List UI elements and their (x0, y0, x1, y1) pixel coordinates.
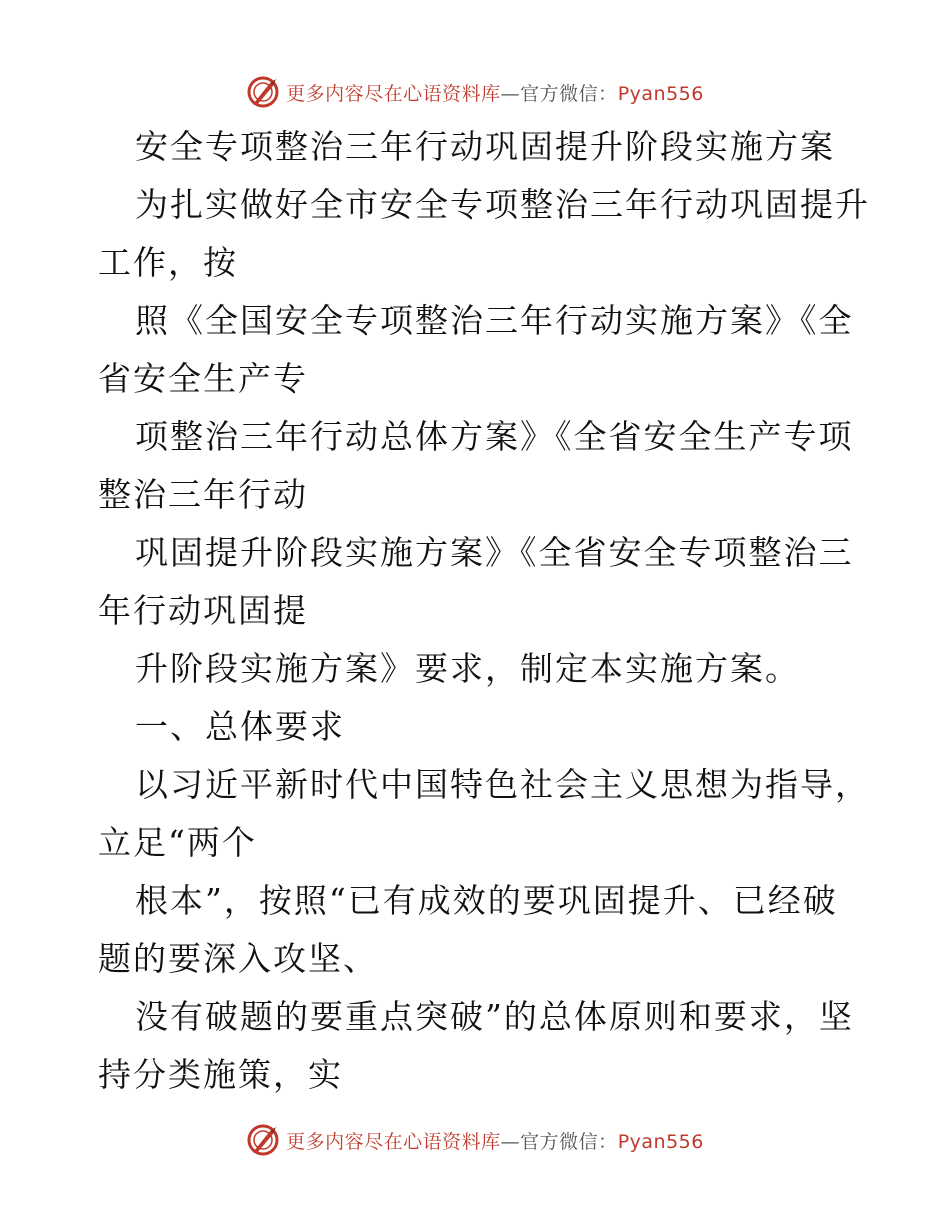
footer-banner-text (286, 1127, 704, 1154)
header-banner (0, 72, 950, 112)
document-line: 整治三年行动 (98, 475, 308, 514)
quill-logo-icon (246, 1123, 280, 1157)
document-line: 为扎实做好全市安全专项整治三年行动巩固提升 (135, 185, 870, 224)
document-line: 年行动巩固提 (98, 591, 308, 630)
document-line: 持分类施策，实 (98, 1055, 343, 1094)
document-lines (98, 176, 870, 1104)
document-line: 根本”，按照“已有成效的要巩固提升、已经破 (135, 881, 838, 920)
document-line: 立足“两个 (98, 823, 257, 862)
footer-banner-dash: — (500, 1130, 521, 1153)
document-title: 安全专项整治三年行动巩固提升阶段实施方案 (135, 127, 835, 166)
header-banner-slogan: 更多内容尽在心语资料库 (286, 82, 501, 105)
header-wechat-label: 官方微信： (520, 82, 618, 105)
document-line: 省安全生产专 (98, 359, 308, 398)
quill-logo-icon (246, 75, 280, 109)
document-body (98, 118, 870, 1104)
header-wechat-id: Pyan556 (617, 82, 704, 105)
document-line: 照《全国安全专项整治三年行动实施方案》《全 (135, 301, 854, 340)
document-line: 项整治三年行动总体方案》《全省安全生产专项 (135, 417, 854, 456)
document-line: 一、总体要求 (135, 707, 345, 746)
header-banner-text (286, 79, 704, 106)
document-line: 巩固提升阶段实施方案》《全省安全专项整治三 (135, 533, 854, 572)
footer-wechat-label: 官方微信： (520, 1130, 618, 1153)
footer-wechat-id: Pyan556 (617, 1130, 704, 1153)
document-line: 题的要深入攻坚、 (98, 939, 378, 978)
footer-banner-slogan: 更多内容尽在心语资料库 (286, 1130, 501, 1153)
header-banner-dash: — (500, 82, 521, 105)
document-line: 没有破题的要重点突破”的总体原则和要求，坚 (135, 997, 854, 1036)
document-line: 工作，按 (98, 243, 238, 282)
document-line: 以习近平新时代中国特色社会主义思想为指导， (135, 765, 870, 804)
footer-banner (0, 1120, 950, 1160)
document-line: 升阶段实施方案》要求，制定本实施方案。 (135, 649, 800, 688)
